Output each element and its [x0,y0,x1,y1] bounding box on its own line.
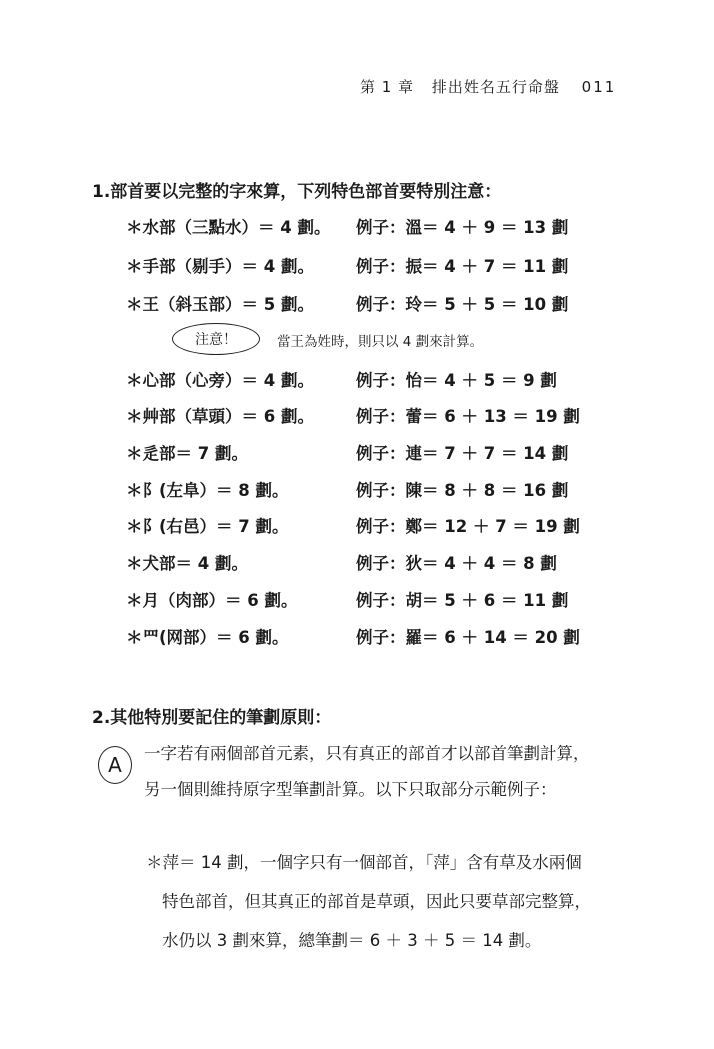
rule-text: ＊犬部＝ 4 劃。 [126,554,248,573]
rule-example: 例子：怡＝ 4 ＋ 5 ＝ 9 劃 [356,371,557,390]
rule-example: 例子：胡＝ 5 ＋ 6 ＝ 11 劃 [356,591,569,610]
rule-example: 例子：蕾＝ 6 ＋ 13 ＝ 19 劃 [356,407,580,426]
intro-line: 一字若有兩個部首元素，只有真正的部首才以部首筆劃計算， [144,744,590,763]
rule-text: ＊月（肉部）＝ 6 劃。 [126,591,298,610]
rule-example: 例子：狄＝ 4 ＋ 4 ＝ 8 劃 [356,554,557,573]
rule-text: ＊辵部＝ 7 劃。 [126,444,248,463]
example-line: 水仍以 3 劃來算，總筆劃＝ 6 ＋ 3 ＋ 5 ＝ 14 劃。 [162,931,542,950]
rule-text: ＊罒(网部）＝ 6 劃。 [126,628,289,647]
marker-a: A [98,746,132,784]
rule-example: 例子：玲＝ 5 ＋ 5 ＝ 10 劃 [356,295,569,314]
rule-example: 例子：連＝ 7 ＋ 7 ＝ 14 劃 [356,444,569,463]
rule-example: 例子：溫＝ 4 ＋ 9 ＝ 13 劃 [356,218,569,237]
rule-example: 例子：鄭＝ 12 ＋ 7 ＝ 19 劃 [356,517,580,536]
chapter-label: 第 1 章 [360,78,415,96]
rule-text: ＊王（斜玉部）＝ 5 劃。 [126,295,314,314]
example-line: 特色部首，但其真正的部首是草頭，因此只要草部完整算， [162,892,591,911]
rule-text: ＊心部（心旁）＝ 4 劃。 [126,371,314,390]
example-line: ＊萍＝ 14 劃，一個字只有一個部首，「萍」含有草及水兩個 [146,853,582,872]
chapter-title: 排出姓名五行命盤 [431,78,560,96]
intro-line: 另一個則維持原字型筆劃計算。以下只取部分示範例子： [144,780,557,799]
section-2-title: 2.其他特別要記住的筆劃原則： [92,708,332,728]
running-header [360,76,616,97]
rule-text: ＊手部（剔手）＝ 4 劃。 [126,257,314,276]
section-1-title: 1.部首要以完整的字來算，下列特色部首要特別注意： [92,182,502,202]
rule-text: ＊水部（三點水）＝ 4 劃。 [126,218,331,237]
rule-text: ＊艸部（草頭）＝ 6 劃。 [126,407,314,426]
note-text: 當王為姓時，則只以 4 劃來計算。 [277,334,484,350]
note-label: 注意！ [172,323,260,355]
rule-example: 例子：振＝ 4 ＋ 7 ＝ 11 劃 [356,257,569,276]
rule-text: ＊阝(右邑）＝ 7 劃。 [126,517,289,536]
rule-text: ＊阝(左阜）＝ 8 劃。 [126,481,289,500]
rule-example: 例子：陳＝ 8 ＋ 8 ＝ 16 劃 [356,481,569,500]
page-number: 011 [581,78,617,96]
rule-example: 例子：羅＝ 6 ＋ 14 ＝ 20 劃 [356,628,580,647]
